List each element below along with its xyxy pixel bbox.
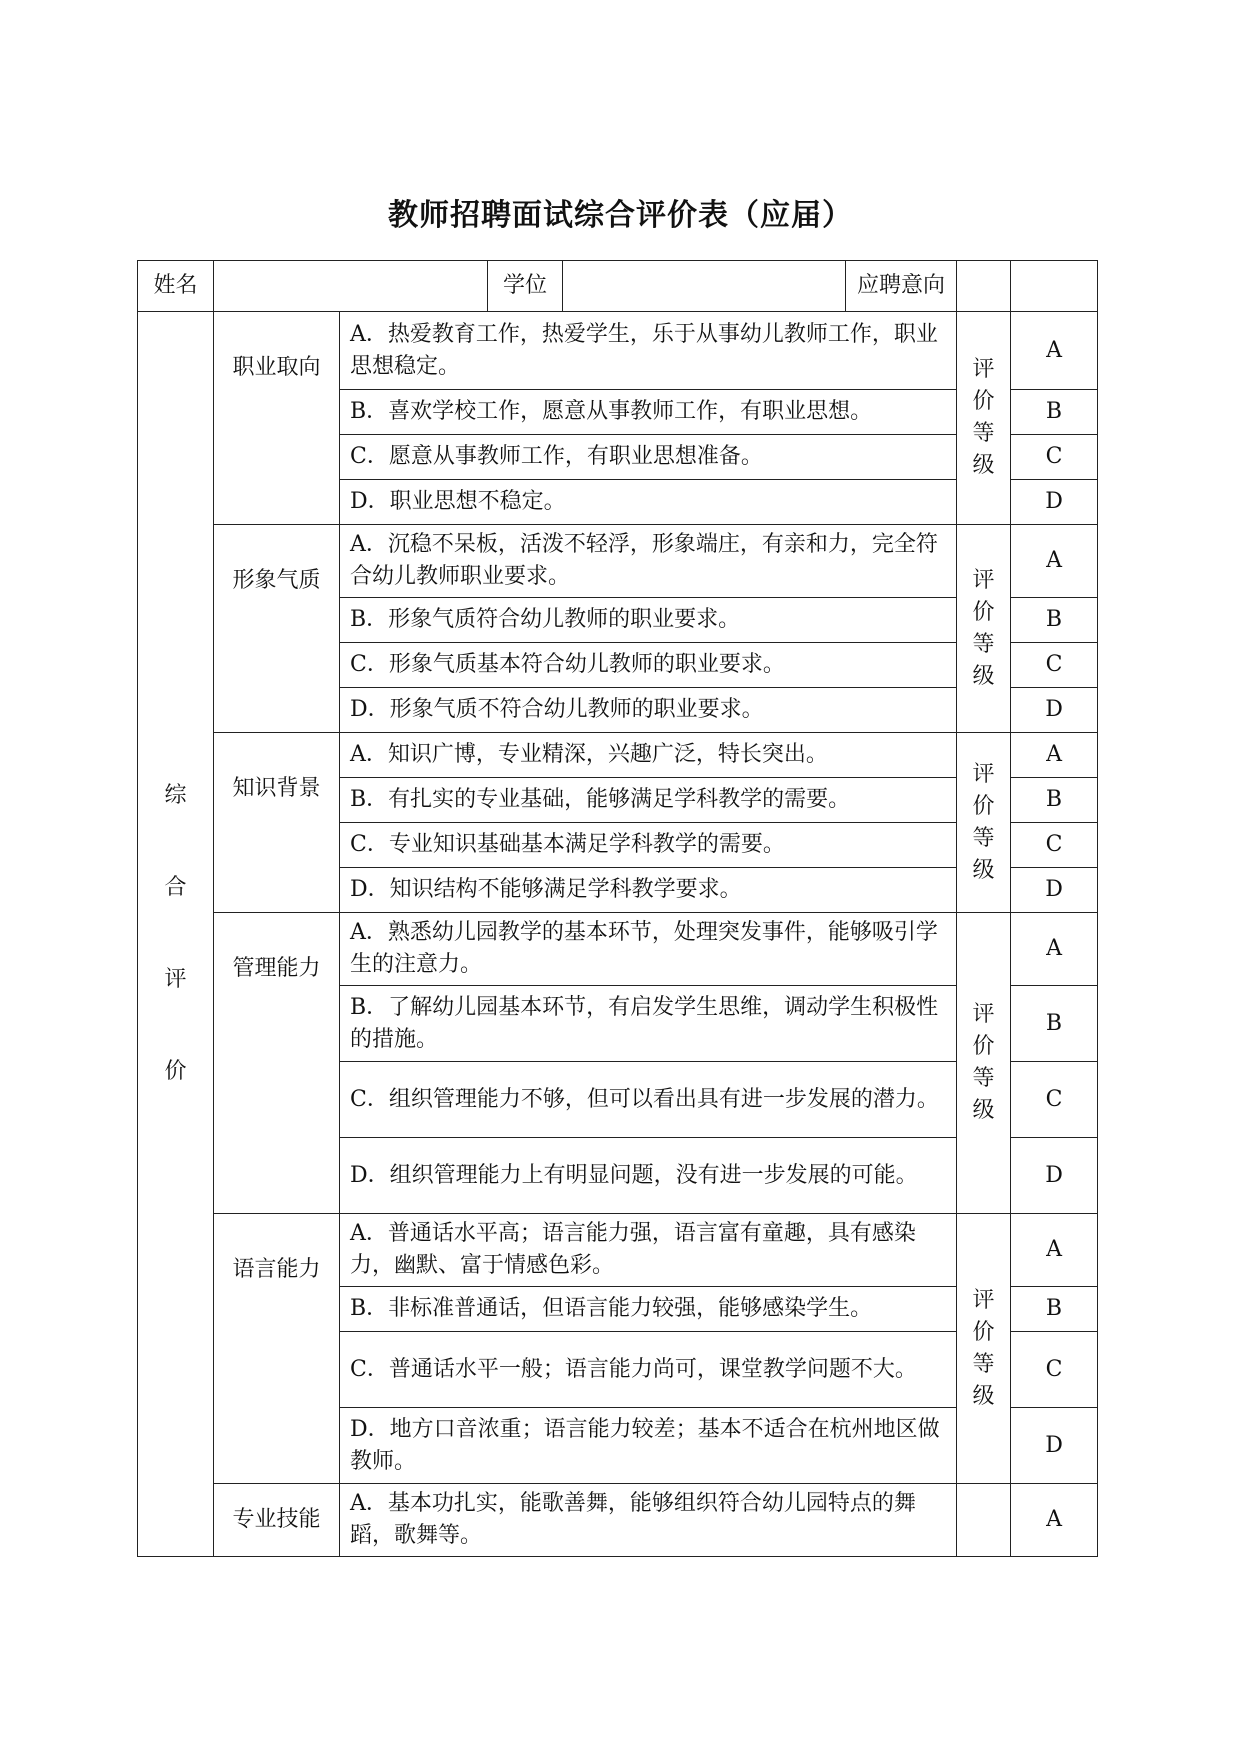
grade-option[interactable]: A [1011,525,1098,598]
criteria-text: D．地方口音浓重；语言能力较差；基本不适合在杭州地区做教师。 [340,1408,957,1484]
grade-level-text: 评 价 等 级 [972,1002,995,1123]
criteria-text: D．职业思想不稳定。 [340,480,957,525]
page-title: 教师招聘面试综合评价表（应届） [388,198,853,233]
header-row [138,261,1098,312]
category-label: 管理能力 [214,913,340,1214]
criteria-row [138,913,1098,986]
grade-option[interactable]: A [1011,312,1098,390]
overall-evaluation-char: 合 [164,875,187,900]
grade-option[interactable]: C [1011,823,1098,868]
grade-option[interactable]: C [1011,435,1098,480]
category-label: 职业取向 [214,312,340,525]
grade-option[interactable]: D [1011,688,1098,733]
grade-option[interactable]: D [1011,868,1098,913]
criteria-row [138,312,1098,390]
criteria-text: D．知识结构不能够满足学科教学要求。 [340,868,957,913]
criteria-text: A．热爱教育工作，热爱学生，乐于从事幼儿教师工作，职业思想稳定。 [340,312,957,390]
grade-level-label [957,1214,1011,1484]
criteria-text: A．基本功扎实，能歌善舞，能够组织符合幼儿园特点的舞蹈，歌舞等。 [340,1484,957,1557]
category-label: 语言能力 [214,1214,340,1484]
criteria-text: A．普通话水平高；语言能力强，语言富有童趣，具有感染力，幽默、富于情感色彩。 [340,1214,957,1287]
grade-option[interactable]: B [1011,986,1098,1062]
grade-option[interactable]: B [1011,1287,1098,1332]
grade-option[interactable]: B [1011,390,1098,435]
grade-option[interactable]: D [1011,1138,1098,1214]
overall-evaluation-char: 综 [164,783,187,808]
criteria-row [138,1214,1098,1287]
category-label: 专业技能 [214,1484,340,1557]
criteria-row [138,733,1098,778]
name-label: 姓名 [138,261,214,312]
criteria-text: B．喜欢学校工作，愿意从事教师工作，有职业思想。 [340,390,957,435]
grade-level-text: 评 价 等 级 [972,357,995,478]
criteria-text: C．形象气质基本符合幼儿教师的职业要求。 [340,643,957,688]
criteria-row [138,1484,1098,1557]
grade-option[interactable]: A [1011,913,1098,986]
criteria-text: A．熟悉幼儿园教学的基本环节，处理突发事件，能够吸引学生的注意力。 [340,913,957,986]
criteria-text: C．愿意从事教师工作，有职业思想准备。 [340,435,957,480]
criteria-text: B．有扎实的专业基础，能够满足学科教学的需要。 [340,778,957,823]
overall-evaluation-char: 价 [164,1059,187,1084]
criteria-text: C．专业知识基础基本满足学科教学的需要。 [340,823,957,868]
grade-option[interactable]: A [1011,1214,1098,1287]
category-label: 知识背景 [214,733,340,913]
overall-evaluation-char: 评 [164,967,187,992]
grade-level-label [957,913,1011,1214]
grade-option[interactable]: C [1011,643,1098,688]
grade-option[interactable]: B [1011,778,1098,823]
grade-option[interactable]: D [1011,1408,1098,1484]
grade-option[interactable]: C [1011,1062,1098,1138]
grade-level-label [957,1484,1011,1557]
intent-label: 应聘意向 [857,273,946,298]
criteria-text: D．组织管理能力上有明显问题，没有进一步发展的可能。 [340,1138,957,1214]
criteria-text: C．普通话水平一般；语言能力尚可，课堂教学问题不大。 [340,1332,957,1408]
grade-level-label [957,312,1011,525]
grade-level-label [957,733,1011,913]
criteria-row [138,525,1098,598]
grade-option[interactable]: B [1011,598,1098,643]
criteria-text: B．形象气质符合幼儿教师的职业要求。 [340,598,957,643]
criteria-text: A．知识广博，专业精深，兴趣广泛，特长突出。 [340,733,957,778]
category-label: 形象气质 [214,525,340,733]
name-field[interactable] [214,261,488,311]
degree-label: 学位 [488,261,563,311]
grade-level-text: 评 价 等 级 [972,761,995,883]
header-middle [214,261,957,312]
grade-level-text: 评 价 等 级 [972,567,995,689]
grade-level-text: 评 价 等 级 [972,1287,995,1409]
overall-evaluation-text [138,750,213,1118]
criteria-text: A．沉稳不呆板，活泼不轻浮，形象端庄，有亲和力，完全符合幼儿教师职业要求。 [340,525,957,598]
criteria-text: B．非标准普通话，但语言能力较强，能够感染学生。 [340,1287,957,1332]
degree-field[interactable] [563,261,846,311]
grade-level-label [957,525,1011,733]
evaluation-table [137,260,1098,1557]
criteria-text: C．组织管理能力不够，但可以看出具有进一步发展的潜力。 [340,1062,957,1138]
intent-label-tail [957,261,1011,312]
grade-option[interactable]: A [1011,733,1098,778]
grade-option[interactable]: C [1011,1332,1098,1408]
grade-option[interactable]: D [1011,480,1098,525]
overall-evaluation-label [138,312,214,1557]
grade-option[interactable]: A [1011,1484,1098,1557]
intent-field[interactable] [1011,261,1098,312]
criteria-text: B．了解幼儿园基本环节，有启发学生思维，调动学生积极性的措施。 [340,986,957,1062]
criteria-text: D．形象气质不符合幼儿教师的职业要求。 [340,688,957,733]
